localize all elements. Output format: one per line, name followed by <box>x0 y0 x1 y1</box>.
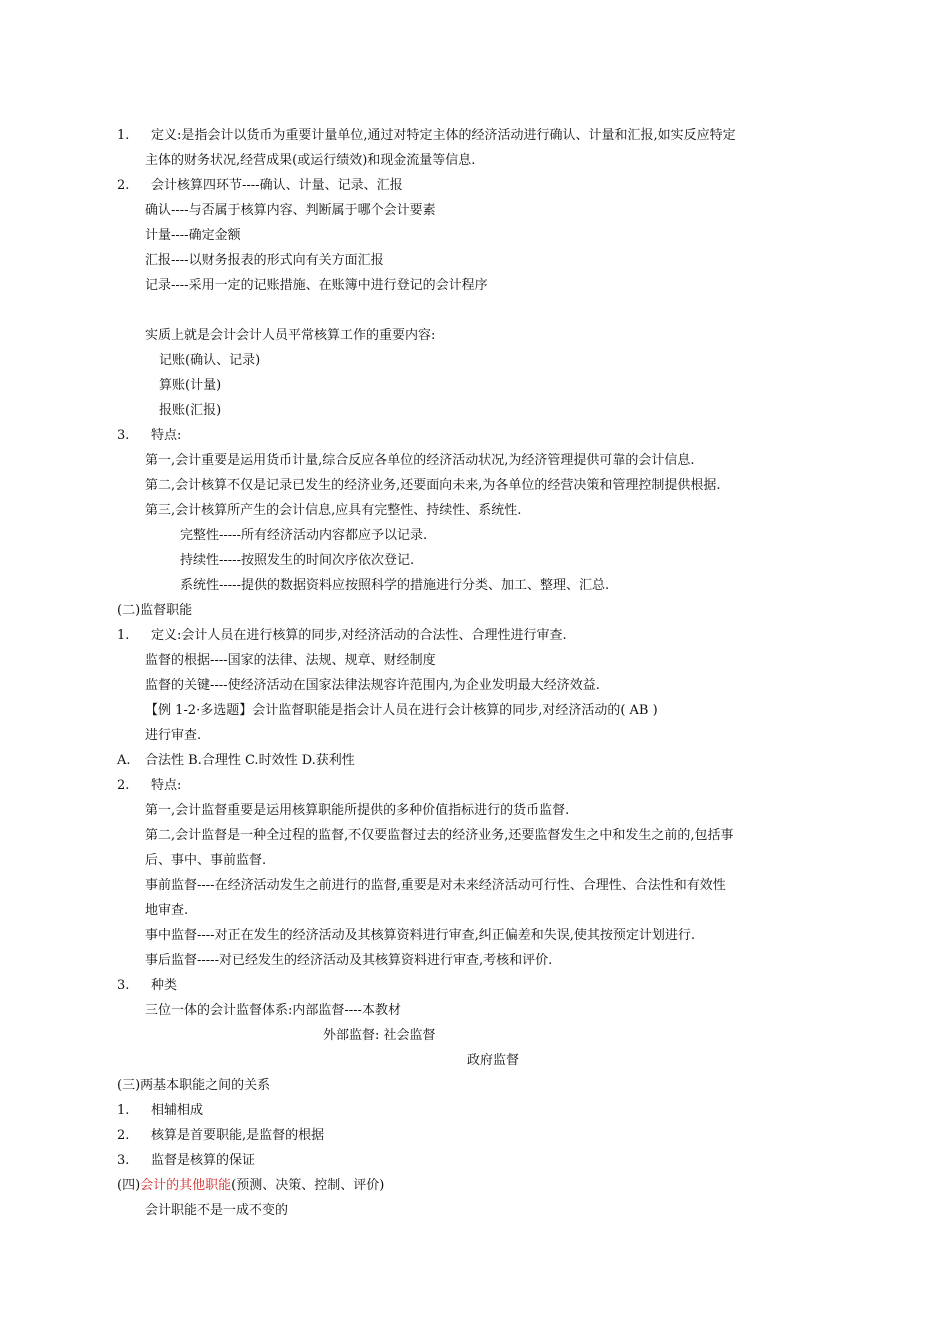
text-line: 政府监督 <box>467 1053 520 1068</box>
text-line: 三位一体的会计监督体系:内部监督----本教材 <box>145 1003 401 1018</box>
text-line: 地审查. <box>145 903 189 918</box>
text-line: 第三,会计核算所产生的会计信息,应具有完整性、持续性、系统性. <box>145 503 522 518</box>
item-number: 1. <box>117 128 130 143</box>
highlighted-heading: 会计的其他职能 <box>140 1178 232 1193</box>
text-line: 报账(汇报) <box>159 403 222 418</box>
text-line: 事前监督----在经济活动发生之前进行的监督,重要是对未来经济活动可行性、合理性、合法性和有效性 <box>145 878 726 893</box>
item-number: 2. <box>117 178 130 193</box>
text-line: 第一,会计重要是运用货币计量,综合反应各单位的经济活动状况,为经济管理提供可靠的会计信息. <box>145 453 695 468</box>
item-title: 特点: <box>151 778 182 793</box>
item-number: 2. <box>117 778 130 793</box>
text-line: 外部监督: 社会监督 <box>323 1028 436 1043</box>
section-heading: (三)两基本职能之间的关系 <box>117 1078 271 1093</box>
text-line: 监督的关键----使经济活动在国家法律法规容许范围内,为企业发明最大经济效益. <box>145 678 600 693</box>
text-line: 事后监督-----对已经发生的经济活动及其核算资料进行审查,考核和评价. <box>145 953 553 968</box>
example-question: 进行审查. <box>145 728 202 743</box>
item-number: 2. <box>117 1128 130 1143</box>
text-line: 事中监督----对正在发生的经济活动及其核算资料进行审查,纠正偏差和失误,使其按预定计划进行. <box>145 928 695 943</box>
text-line: 计量----确定金额 <box>145 228 241 243</box>
text-line: 算账(计量) <box>159 378 222 393</box>
item-number: 1. <box>117 1103 130 1118</box>
text-line: 完整性-----所有经济活动内容都应予以记录. <box>180 528 428 543</box>
section-heading: (二)监督职能 <box>117 603 193 618</box>
options-text: 合法性 B.合理性 C.时效性 D.获利性 <box>145 753 355 768</box>
text-line: 确认----与否属于核算内容、判断属于哪个会计要素 <box>145 203 436 218</box>
text-line: 相辅相成 <box>151 1103 204 1118</box>
heading-prefix: (四) <box>117 1178 141 1193</box>
option-label: A. <box>117 753 131 768</box>
example-question: 【例 1-2·多选题】会计监督职能是指会计人员在进行会计核算的同步,对经济活动的( AB ) <box>145 703 658 718</box>
text-line: 监督是核算的保证 <box>151 1153 256 1168</box>
item-title: 特点: <box>151 428 182 443</box>
text-line: 会计职能不是一成不变的 <box>145 1203 289 1218</box>
item-number: 3. <box>117 1153 130 1168</box>
text-line: 后、事中、事前监督. <box>145 853 267 868</box>
definition-line: 定义:会计人员在进行核算的同步,对经济活动的合法性、合理性进行审查. <box>151 628 567 643</box>
text-line: 监督的根据----国家的法律、法规、规章、财经制度 <box>145 653 436 668</box>
text-line: 核算是首要职能,是监督的根据 <box>151 1128 325 1143</box>
item-number: 3. <box>117 428 130 443</box>
text-line: 第一,会计监督重要是运用核算职能所提供的多种价值指标进行的货币监督. <box>145 803 570 818</box>
text-line: 第二,会计核算不仅是记录已发生的经济业务,还要面向未来,为各单位的经营决策和管理控制提供根据. <box>145 478 721 493</box>
text-line: 记账(确认、记录) <box>159 353 261 368</box>
text-line: 汇报----以财务报表的形式向有关方面汇报 <box>145 253 384 268</box>
item-number: 1. <box>117 628 130 643</box>
text-line: 记录----采用一定的记账措施、在账簿中进行登记的会计程序 <box>145 278 488 293</box>
text-line: 第二,会计监督是一种全过程的监督,不仅要监督过去的经济业务,还要监督发生之中和发生之前的,包括事 <box>145 828 734 843</box>
definition-line: 主体的财务状况,经营成果(或运行绩效)和现金流量等信息. <box>145 153 476 168</box>
item-title: 会计核算四环节----确认、计量、记录、汇报 <box>151 178 403 193</box>
section-heading <box>117 1177 384 1195</box>
definition-line: 定义:是指会计以货币为重要计量单位,通过对特定主体的经济活动进行确认、计量和汇报,如实反应特定 <box>151 128 736 143</box>
item-number: 3. <box>117 978 130 993</box>
item-title: 种类 <box>151 978 178 993</box>
text-line: 实质上就是会计会计人员平常核算工作的重要内容: <box>145 328 436 343</box>
text-line: 持续性-----按照发生的时间次序依次登记. <box>180 553 415 568</box>
text-line: 系统性-----提供的数据资料应按照科学的措施进行分类、加工、整理、汇总. <box>180 578 610 593</box>
heading-suffix: (预测、决策、控制、评价) <box>231 1178 385 1193</box>
